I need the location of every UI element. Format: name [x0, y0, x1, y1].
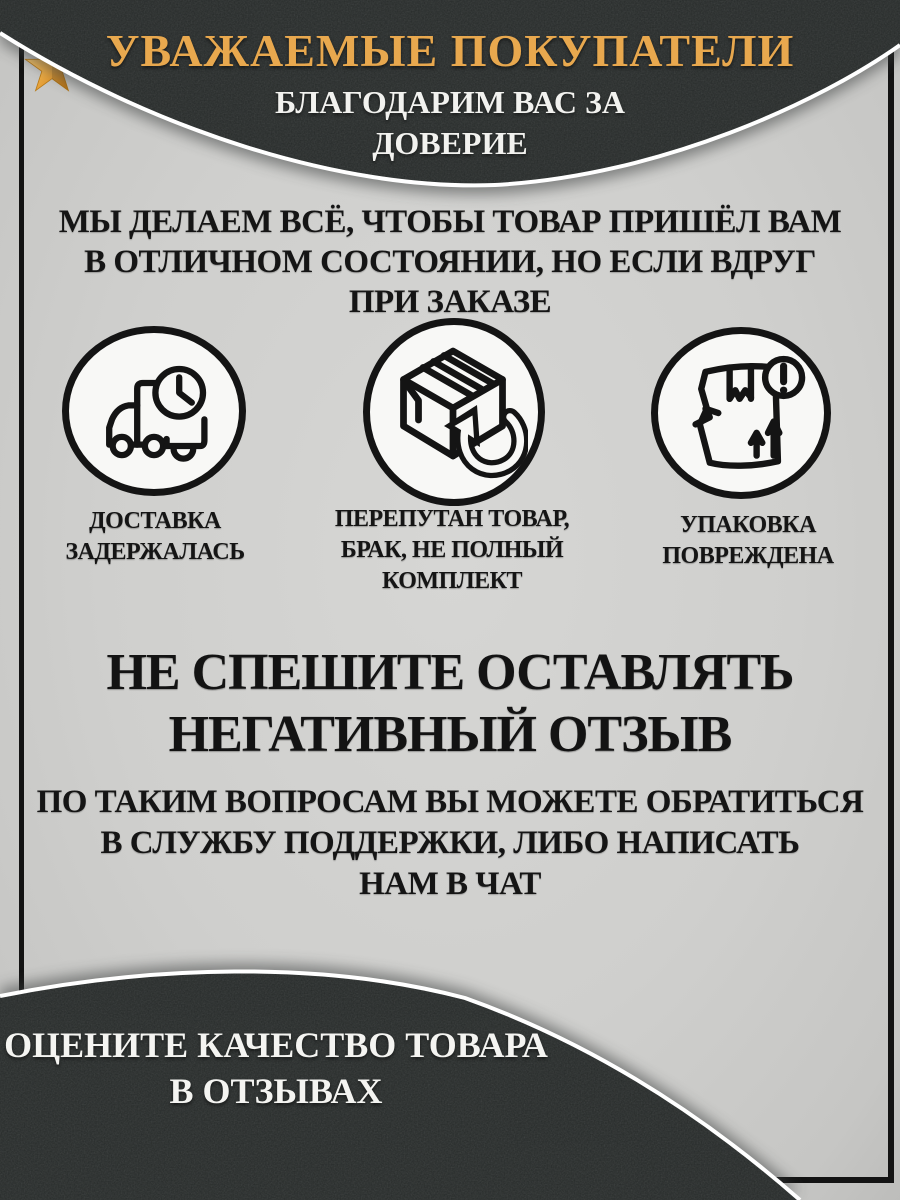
intro-line: В ОТЛИЧНОМ СОСТОЯНИИ, НО ЕСЛИ ВДРУГ: [84, 244, 816, 280]
header-subtitle: [0, 82, 900, 164]
issue-circle-wrong-item: [363, 318, 545, 506]
support-line: В СЛУЖБУ ПОДДЕРЖКИ, ЛИБО НАПИСАТЬ: [100, 825, 800, 861]
footer-title-line: ОЦЕНИТЕ КАЧЕСТВО ТОВАРА: [4, 1025, 548, 1065]
warning-heading: [0, 642, 900, 766]
footer-title-line: В ОТЗЫВАХ: [169, 1071, 383, 1111]
header-title: УВАЖАЕМЫЕ ПОКУПАТЕЛИ: [105, 25, 795, 76]
intro-line: МЫ ДЕЛАЕМ ВСЁ, ЧТОБЫ ТОВАР ПРИШЁЛ ВАМ: [58, 204, 842, 240]
damaged-package-icon: [666, 342, 816, 484]
box-return-arrow-icon: [378, 333, 528, 489]
support-line: НАМ В ЧАТ: [359, 866, 541, 902]
delivery-truck-clock-icon: [77, 341, 231, 481]
header-subtitle-line: БЛАГОДАРИМ ВАС ЗА: [275, 84, 625, 120]
intro-line: ПРИ ЗАКАЗЕ: [348, 284, 552, 320]
intro-text: [0, 202, 900, 322]
header-subtitle-line: ДОВЕРИЕ: [372, 125, 528, 161]
support-text: [0, 782, 900, 905]
support-line: ПО ТАКИМ ВОПРОСАМ ВЫ МОЖЕТЕ ОБРАТИТЬСЯ: [36, 784, 864, 820]
warning-line: НЕГАТИВНЫЙ ОТЗЫВ: [168, 706, 732, 763]
warning-line: НЕ СПЕШИТЕ ОСТАВЛЯТЬ: [106, 644, 794, 701]
issue-circle-delivery: [62, 326, 246, 496]
issue-circle-damaged: [651, 327, 831, 499]
issue-label-damaged: УПАКОВКА ПОВРЕЖДЕНА: [662, 512, 834, 569]
footer-title: [0, 1022, 552, 1114]
issue-label-delivery: ДОСТАВКА ЗАДЕРЖАЛАСЬ: [65, 508, 245, 565]
issue-label-wrong-item: ПЕРЕПУТАН ТОВАР, БРАК, НЕ ПОЛНЫЙ КОМПЛЕКТ: [334, 506, 570, 594]
